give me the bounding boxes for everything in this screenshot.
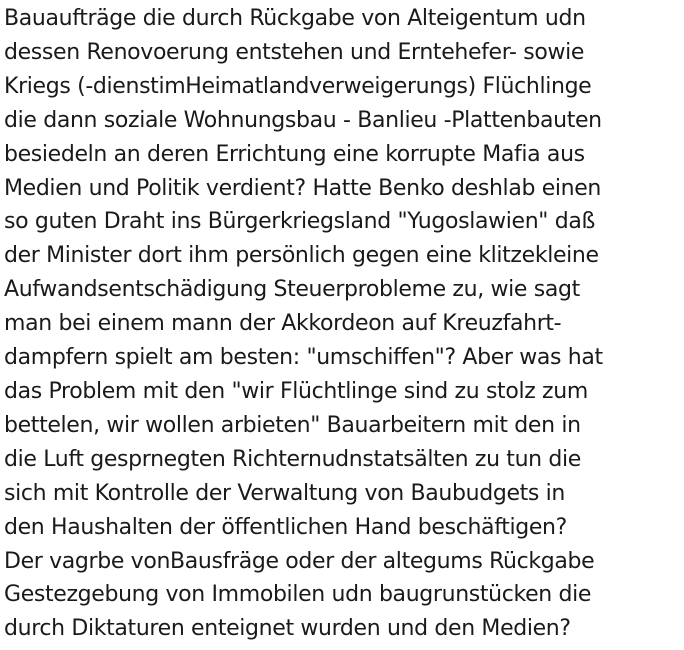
- text-line-10: man bei einem mann der Akkordeon auf Kreuzfahrt-: [4, 311, 562, 337]
- text-line-8: der Minister dort ihm persönlich gegen eine klitzekleine: [4, 243, 599, 269]
- document-page: [4, 2, 682, 648]
- text-line-2: dessen Renovoerung entstehen und Erntehefer- sowie: [4, 39, 585, 65]
- text-line-12: das Problem mit den "wir Flüchtlinge sind zu stolz zum: [4, 378, 588, 404]
- text-line-13: bettelen, wir wollen arbieten" Bauarbeitern mit den in: [4, 412, 581, 438]
- text-line-17: Der vagrbe vonBausfräge oder der altegums Rückgabe: [4, 548, 595, 574]
- text-line-15: sich mit Kontrolle der Verwaltung von Baubudgets in: [4, 480, 566, 506]
- text-line-3: Kriegs (-dienstimHeimatlandverweigerungs) Flüchlinge: [4, 73, 592, 99]
- text-line-9: Aufwandsentschädigung Steuerprobleme zu, wie sagt: [4, 277, 580, 303]
- text-line-6: Medien und Politik verdient? Hatte Benko deshlab einen: [4, 175, 602, 201]
- text-line-11: dampfern spielt am besten: "umschiffen"? Aber was hat: [4, 345, 603, 371]
- text-line-7: so guten Draht ins Bürgerkriegsland "Yugoslawien" daß: [4, 209, 595, 235]
- text-line-16: den Haushalten der öffentlichen Hand beschäftigen?: [4, 514, 567, 540]
- text-line-19: durch Diktaturen enteignet wurden und den Medien?: [4, 616, 571, 642]
- text-line-18: Gestezgebung von Immobilen udn baugrunstücken die: [4, 582, 592, 608]
- text-line-1: Bauaufträge die durch Rückgabe von Alteigentum udn: [4, 6, 586, 31]
- body-text: [4, 2, 682, 646]
- text-line-4: die dann soziale Wohnungsbau - Banlieu -Plattenbauten: [4, 107, 602, 133]
- text-line-14: die Luft gesprnegten Richternudnstatsälten zu tun die: [4, 446, 581, 472]
- text-line-5: besiedeln an deren Errichtung eine korrupte Mafia aus: [4, 141, 585, 167]
